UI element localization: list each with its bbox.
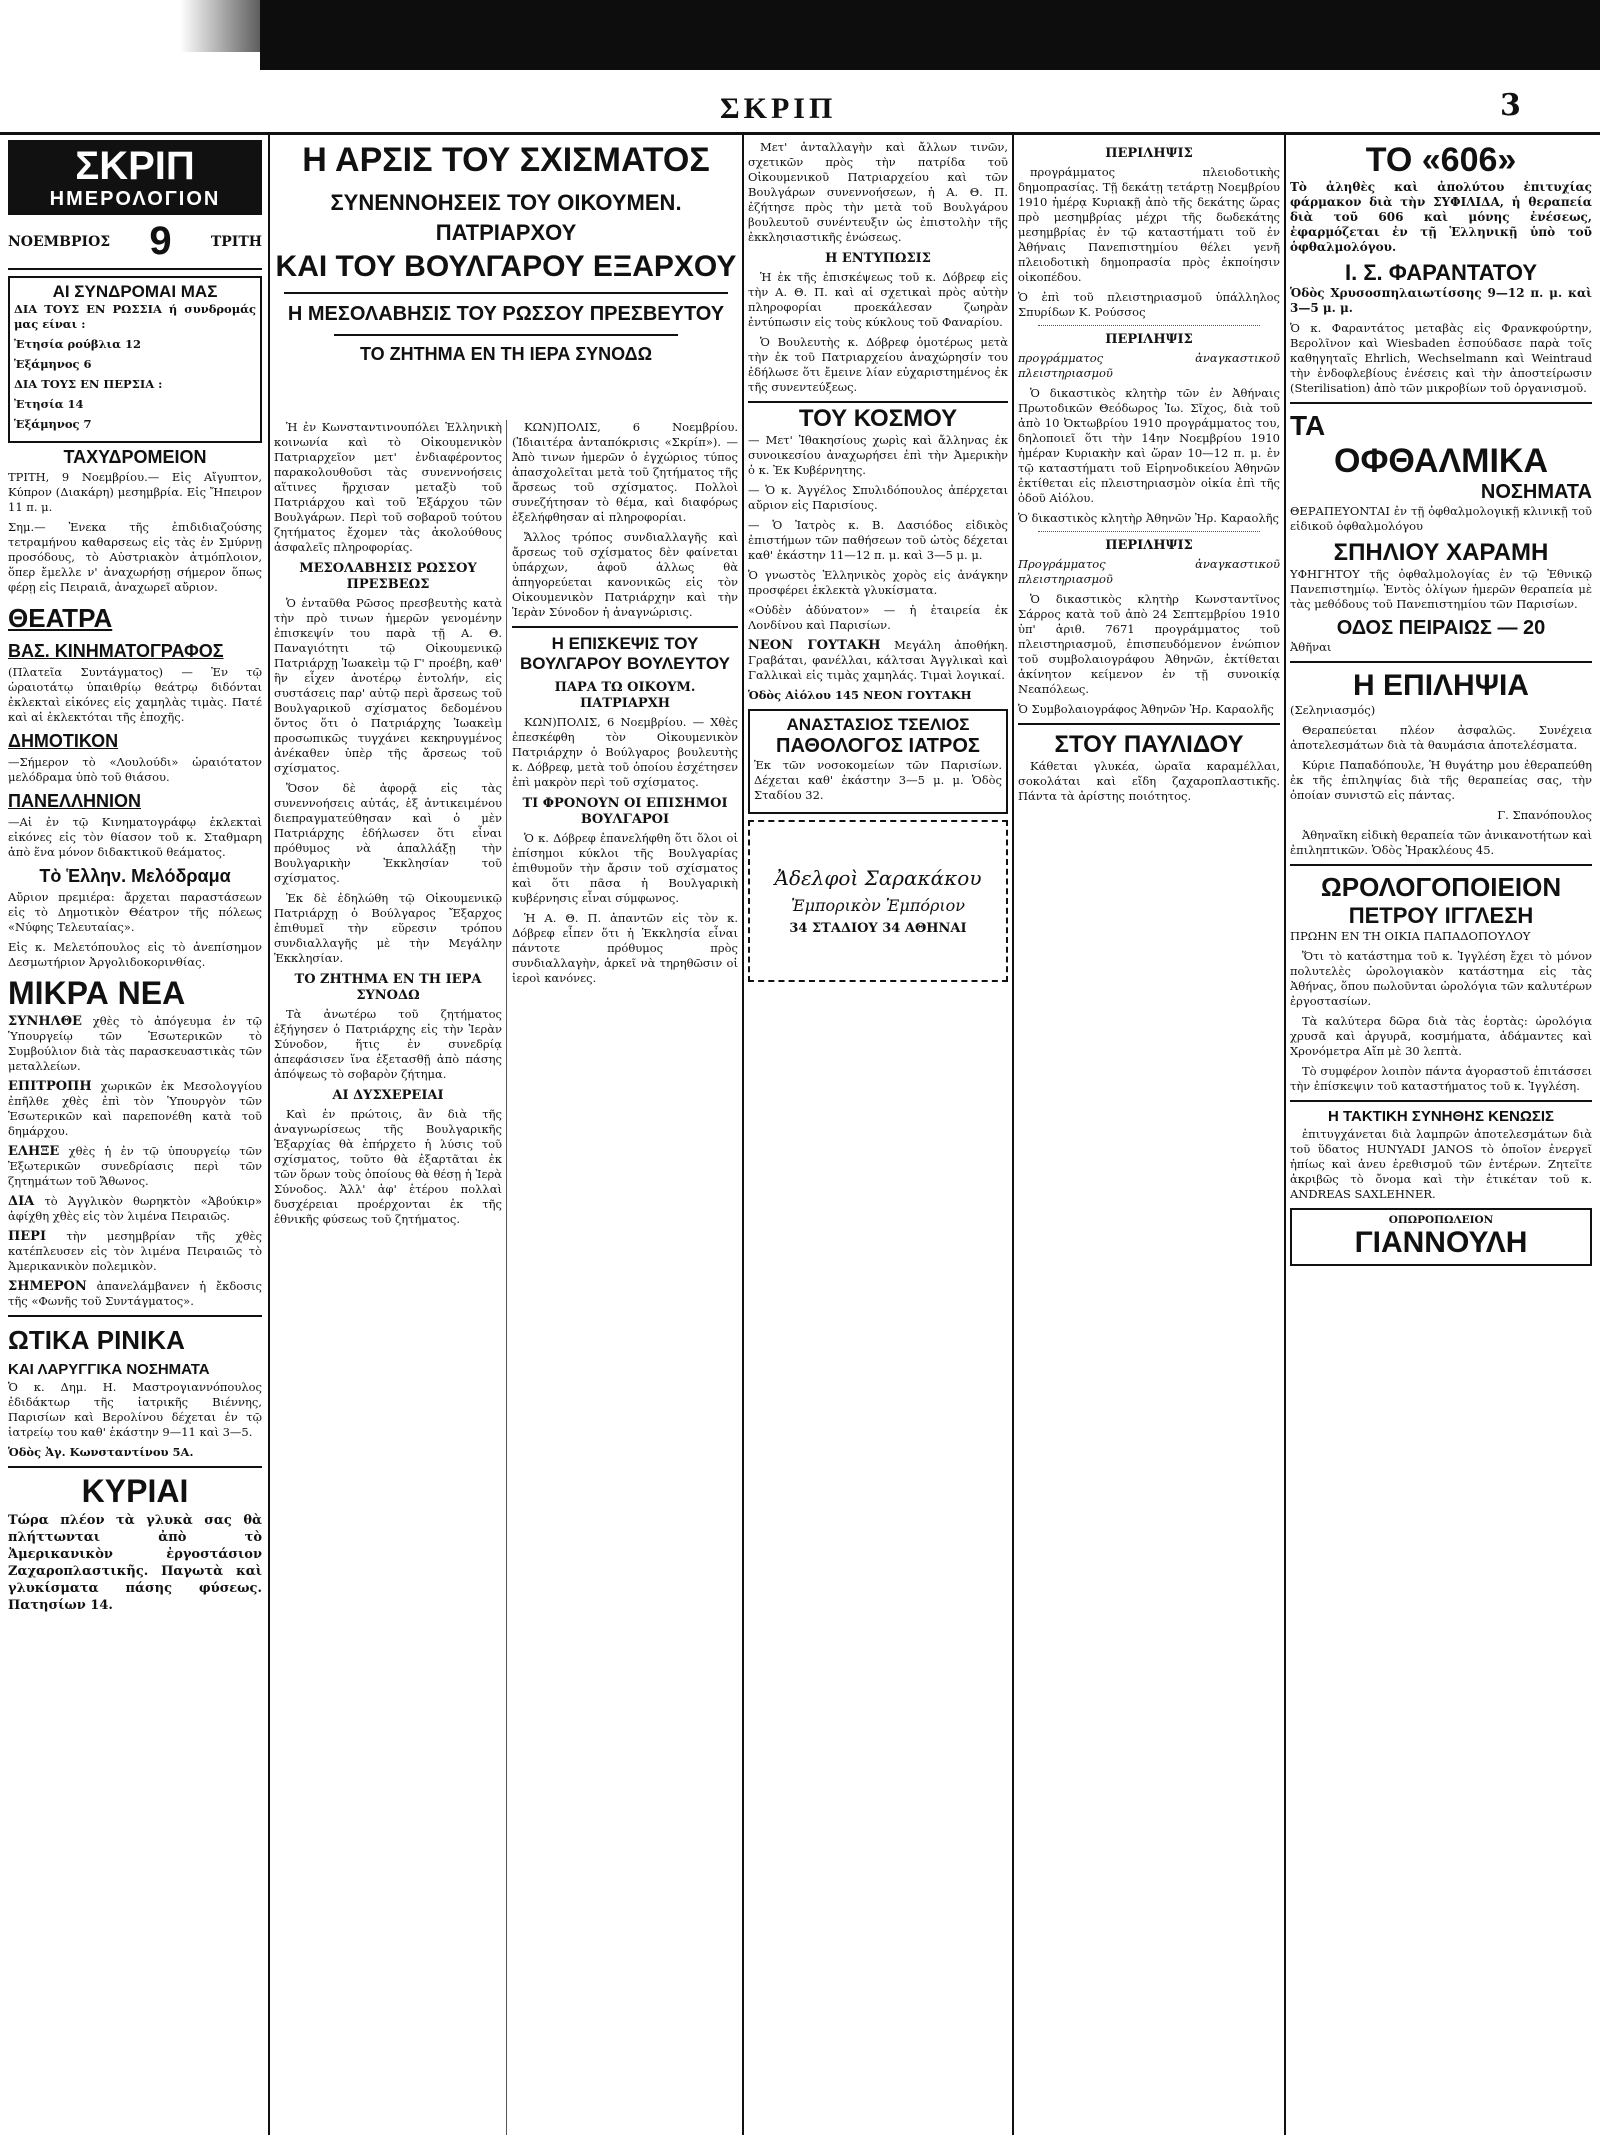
opop-name: ΓΙΑΝΝΟΥΛΗ: [1354, 1226, 1528, 1259]
left-divider-2: [8, 1466, 262, 1468]
c3-p2: Ἡ ἐκ τῆς ἐπισκέψεως τοῦ κ. Δόβρεφ εἰς τὴν Α. Θ. Π. καὶ αἱ σχετικαὶ πρὸς αὐτὴν πληροφορίαι προεκάλεσαν ζωηρὰν ἐντύπωσιν εἰς τοὺς κύκλους τοῦ Φαναρίου.: [748, 270, 1008, 329]
headline-2: ΣΥΝΕΝΝΟΗΣΕΙΣ ΤΟΥ ΟΙΚΟΥΜΕΝ. ΠΑΤΡΙΑΡΧΟΥ: [330, 190, 682, 245]
c2-p3: ΚΩΝ)ΠΟΛΙΣ, 6 Νοεμβρίου. — Χθὲς ἐπεσκέφθη τὸν Οἰκουμενικὸν Πατριάρχην ὁ Βούλγαρος βουλευτὴς κ. Δόβρεφ, μετὰ τοῦ ὁποίου ἐσχέτησεν ἐπὶ μακρὸν περὶ τοῦ σχίσματος.: [512, 715, 738, 789]
per3-text: Ὁ δικαστικὸς κλητὴρ Κωνσταντῖνος Σάρρος κατὰ τοῦ ἀπὸ 24 Σεπτεμβρίου 1910 ὑπ' ἀριθ. 7671 προγράμματος τοῦ πλειστηριασμοῦ, ἐπισπευδόμενον ἐνώπιον τοῦ συμβολαιογράφου Ἀθηνῶν, ἐκτίθεται ἀκίνητον κείμενον ἐν τῇ συνοικίᾳ Νεαπόλεως.: [1018, 592, 1280, 696]
left-logo-box: [8, 140, 262, 215]
kosmos-p1: — Μετ' Ἰθακησίους χωρὶς καὶ ἄλληνας ἐκ συνοικεσίου ἀναχωρήσει ἐπὶ τὴν Ἀμερικὴν ὁ κ. Ἐκ Κυβέρνητης.: [748, 433, 1008, 477]
ofth-title-3: ΝΟΣΗΜΑΤΑ: [1480, 481, 1592, 503]
lacemaker-name: Ἀδελφοὶ Σαρακάκου: [774, 866, 982, 890]
subscriptions-box: [8, 276, 262, 443]
ofth-divider: [1290, 402, 1592, 404]
mikra-6-text: ἀπανελάμβανεν ἡ ἔκδοσις τῆς «Φωνῆς τοῦ Συντάγματος».: [8, 1279, 262, 1308]
column-5: [1018, 140, 1280, 2135]
date-weekday: ΤΡΙΤΗ: [210, 233, 262, 250]
scan-top-fade: [180, 0, 300, 52]
ad606-address: Ὁδὸς Χρυσοσπηλαιωτίσσης 9—12 π. μ. καὶ 3—5 μ. μ.: [1290, 286, 1592, 315]
per1-sign: Ὁ ἐπὶ τοῦ πλειστηριασμοῦ ὑπάλληλος Σπυρίδων Κ. Ρούσσος: [1018, 290, 1280, 319]
mikra-2-text: χωρικῶν ἐκ Μεσολογγίου ἐπῆλθε χθὲς ἐπὶ τὸν Ὑπουργὸν τῶν Ἐσωτερικῶν καὶ παρεπονέθη κατὰ τοῦ δημάρχου.: [8, 1079, 262, 1138]
epil-divider: [1290, 661, 1592, 663]
mikra-4-text: τὸ Ἀγγλικὸν θωρηκτὸν «Ἀβούκιρ» ἀφίχθη χθὲς εἰς τὸν λιμένα Πειραιῶς.: [8, 1194, 262, 1223]
per3-sign: Ὁ Συμβολαιογράφος Ἀθηνῶν Ἠρ. Καραολῆς: [1018, 702, 1274, 716]
ofth-title-2: ΟΦΘΑΛΜΙΚΑ: [1334, 442, 1548, 480]
column-rule-1: [268, 135, 270, 2135]
c2-divider: [512, 626, 738, 628]
neon-head: ΝΕΟΝ ΓΟΥΤΑΚΗ: [748, 638, 881, 653]
ofth-address: ΟΔΟΣ ΠΕΙΡΑΙΩΣ — 20: [1336, 617, 1546, 639]
c2-sub2: ΤΙ ΦΡΟΝΟΥΝ ΟΙ ΕΠΙΣΗΜΟΙ ΒΟΥΛΓΑΡΟΙ: [522, 796, 728, 827]
per-divider-1: [1038, 325, 1260, 326]
post-title: ΤΑΧΥΔΡΟΜΕΙΟΝ: [63, 447, 207, 467]
epil-text: Θεραπεύεται πλέον ἀσφαλῶς. Συνέχεια ἀποτελεσμάτων διὰ τὰ θαυμάσια ἀποτελέσματα.: [1290, 723, 1592, 752]
column-rule-2: [506, 420, 507, 2135]
column-rule-3: [742, 135, 744, 2135]
theatre-2-head: ΔΗΜΟΤΙΚΟΝ: [8, 731, 119, 751]
epil-text3: Ἀθηναῖκη εἰδικὴ θεραπεία τῶν ἀνικανοτήτων καὶ ἐπιληπτικῶν. Ὁδὸς Ἡρακλέους 45.: [1290, 828, 1592, 857]
otika-subtitle: ΚΑΙ ΛΑΡΥΓΓΙΚΑ ΝΟΣΗΜΑΤΑ: [8, 1361, 210, 1378]
epil-text2: Κύριε Παπαδόπουλε, Ἡ θυγάτηρ μου ἐθεραπεύθη ἐκ τῆς ἐπιληψίας διὰ τῆς θεραπείας σας, τὴν ὁποίαν συνιστῶ εἰς πάντας.: [1290, 758, 1592, 802]
theatre-4-text: Αὔριον πρεμιέρα: ἄρχεται παραστάσεων εἰς τὸ Δημοτικὸν Θέατρον τῆς πόλεως «Νύφης Τελευταίας».: [8, 890, 262, 934]
kyriai-title: ΚΥΡΙΑΙ: [81, 1473, 189, 1509]
masthead-title: ΣΚΡΙΠ: [720, 92, 837, 125]
ofth-city: Ἀθῆναι: [1290, 640, 1332, 654]
headline-4: Η ΜΕΣΟΛΑΒΗΣΙΣ ΤΟΥ ΡΩΣΣΟΥ ΠΡΕΣΒΕΥΤΟΥ: [287, 303, 725, 325]
c2-head: Η ΕΠΙΣΚΕΨΙΣ ΤΟΥ ΒΟΥΛΓΑΡΟΥ ΒΟΥΛΕΥΤΟΥ: [520, 634, 730, 673]
per1-text: προγράμματος πλειοδοτικὴς δημοπρασίας. Τῇ δεκάτῃ τετάρτῃ Νοεμβρίου 1910 ἡμέρᾳ Κυριακῇ ἀπὸ τῆς δεκάτης ὥρας πρὸ μεσημβρίας μέχρι τῆς δωδεκάτης μεσημβρίας ἐν τῷ καταστήματι τοῦ ἐν Ἀθήναις Πανεπιστημίου θέλει γενῆ πλειοδοτικὴ δημοπρασία πρὸς ἐκποίησιν οἰκοπέδου.: [1018, 165, 1280, 284]
ad606-doctor: Ι. Σ. ΦΑΡΑΝΤΑΤΟΥ: [1344, 260, 1538, 285]
orol-sub: ΠΡΩΗΝ ΕΝ ΤΗ ΟΙΚΙΑ ΠΑΠΑΔΟΠΟΥΛΟΥ: [1290, 929, 1531, 943]
per3-title: ΠΕΡΙΛΗΨΙΣ: [1105, 538, 1193, 553]
opop-title: ΟΠΩΡΟΠΩΛΕΙΟΝ: [1388, 1214, 1494, 1226]
theatre-5-text: Εἰς κ. Μελετόπουλος εἰς τὸ ἀνεπίσημον Δεσμωτήριον Ἀργολιδοκορινθίας.: [8, 940, 262, 969]
headline-3: ΚΑΙ ΤΟΥ ΒΟΥΛΓΑΡΟΥ ΕΞΑΡΧΟΥ: [275, 250, 737, 283]
orol-text: Ὅτι τὸ κατάστημα τοῦ κ. Ἰγγλέση ἔχει τὸ μόνον πολυτελὲς ὡρολογιακὸν κατάστημα εἰς τὰς Ἀθήνας, ὅπου πωλοῦνται ὡρολόγια τῶν καλυτέρων ἐργοστασίων.: [1290, 949, 1592, 1008]
page-number: 3: [1500, 88, 1521, 123]
subs-p2: Ἑξάμηνος 7: [14, 417, 92, 431]
tselios-ad: [748, 709, 1008, 814]
lacemaker-sub: Ἐμπορικὸν Ἐμπόριον: [790, 896, 966, 915]
epil-title: Η ΕΠΙΛΗΨΙΑ: [1353, 669, 1529, 702]
theatre-3-text: —Αἱ ἐν τῷ Κινηματογράφῳ ἐκλεκταὶ εἰκόνες εἰς τὸν θίασον τοῦ κ. Σταθμαρη ἀπὸ ἕνα μόνον διδακτικοῦ θεάματος.: [8, 815, 262, 859]
otika-title: ΩΤΙΚΑ ΡΙΝΙΚΑ: [8, 1325, 185, 1355]
c3-head: Η ΕΝΤΥΠΩΣΙΣ: [825, 251, 931, 266]
main-column-2: [274, 420, 502, 2135]
theatre-1-text: (Πλατεῖα Συντάγματος) — Ἐν τῷ ὡραιοτάτῳ ὑπαιθρίῳ θεάτρῳ διδόνται ἐκλεκταὶ εἰκόνες εἰς χαμηλὰς τιμὰς. Πατέ καὶ αἱ ἐκλεκτόται τῆς ἐποχῆς.: [8, 665, 262, 724]
subs-p1: Ἐτησία 14: [14, 397, 84, 411]
otika-text: Ὁ κ. Δημ. Η. Μαστρογιαννόπουλος ἐδιδάκτωρ τῆς ἰατρικῆς Βιέννης, Παρισίων καὶ Βερολίνου δέχεται ἐν τῷ ἰατρείῳ του καθ' ἑκάστην 9—11 καὶ 3—5.: [8, 1380, 262, 1439]
ofth-text2: ΥΦΗΓΗΤΟΥ τῆς ὀφθαλμολογίας ἐν τῷ Ἐθνικῷ Πανεπιστημίῳ. Ἐντὸς ὀλίγων ἡμερῶν θεραπεία μὲ τὰς μεθόδους τοῦ Πανεπιστημίου τῶν Παρισίων.: [1290, 567, 1592, 611]
mikra-nea-title: ΜΙΚΡΑ ΝΕΑ: [8, 975, 186, 1011]
tselios-profession: ΠΑΘΟΛΟΓΟΣ ΙΑΤΡΟΣ: [776, 735, 980, 757]
ad606-text: Τὸ ἀληθὲς καὶ ἀπολύτου ἐπιτυχίας φάρμακον διὰ τὴν ΣΥΦΙΛΙΔΑ, ἡ θεραπεία διὰ τοῦ 606 καὶ μόνης ἐνέσεως, ἐφαρμόζεται ἐν τῇ Ἑλληνικῇ ὑπὸ τοῦ ὁφθαλμολόγου.: [1290, 180, 1592, 254]
ofth-text: ΘΕΡΑΠΕΥΟΝΤΑΙ ἐν τῇ ὀφθαλμολογικῇ κλινικῇ τοῦ εἰδικοῦ ὀφθαλμολόγου: [1290, 504, 1592, 533]
per3-sub: Προγράμματος ἀναγκαστικοῦ πλειστηριασμοῦ: [1018, 557, 1280, 586]
kenosis-text: ἐπιτυγχάνεται διὰ λαμπρῶν ἀποτελεσμάτων διὰ τοῦ ὕδατος HUNYADI JANOS τὸ ὁποῖον ἐνεργεῖ ἠπίως καὶ ἀνευ ἐρεθισμοῦ τῶν ἐντέρων. Ζητεῖτε ἀκριβῶς τὸ ὄνομα καὶ τὴν ἑτικέταν τοῦ κ. ANDREAS SAXLEHNER.: [1290, 1127, 1592, 1201]
kosmos-title: ΤΟΥ ΚΟΣΜΟΥ: [798, 405, 958, 432]
theatre-1-head: ΒΑΣ. ΚΙΝΗΜΑΤΟΓΡΑΦΟΣ: [8, 641, 224, 661]
lacemaker-ad: [748, 820, 1008, 982]
orol-divider: [1290, 864, 1592, 866]
c2-p4: Ὁ κ. Δόβρεφ ἐπανελήφθη ὅτι ὅλοι οἱ ἐπίσημοι κύκλοι τῆς Βουλγαρίας ἐπιθυμοῦν τὴν ἄρσιν τοῦ σχίσματος καὶ ὅτι πᾶσα ἡ Βουλγαρικὴ κυβέρνησις εἶναι σύμφωνος.: [512, 831, 738, 905]
theatre-4-head: Τὸ Ἑλλην. Μελόδραμα: [39, 866, 231, 886]
pavlidou-title: ΣΤΟΥ ΠΑΥΛΙΔΟΥ: [1054, 731, 1244, 758]
subs-r1: Ἐτησία ρούβλια 12: [14, 337, 141, 351]
orol-title: ΩΡΟΛΟΓΟΠΟΙΕΙΟΝ: [1320, 872, 1562, 902]
date-day: 9: [149, 219, 172, 263]
orol-name: ΠΕΤΡΟΥ ΙΓΓΛΕΣΗ: [1348, 903, 1534, 928]
per2-text: Ὁ δικαστικὸς κλητὴρ τῶν ἐν Ἀθήναις Πρωτοδικῶν Θεόδωρος Ἰω. Σῖχος, διὰ τοῦ ἀπὸ 10 Ὀκτωβρίου 1910 προγράμματος του, δηλοποιεῖ ὅτι τὴν 14ην Νοεμβρίου 1910 ἡμέραν Κυριακὴν καὶ ὥραν 10—12 π. μ. ἐν τῷ καταστήματι τοῦ Εἰρηνοδικείου Ἀθηνῶν ἐκτίθεται εἰς πλειστηριασμὸν οἰκία ἐπὶ τῆς ὁδοῦ Αἰόλου.: [1018, 386, 1280, 505]
neon-text: Μεγάλη ἀποθήκη. Γραβάται, φανέλλαι, κάλτσαι Ἀγγλικαὶ καὶ Γαλλικαὶ εἰς τιμὰς χαμηλάς. Τιμαὶ λογικαί.: [748, 638, 1008, 682]
scan-top-band: [260, 0, 1600, 70]
per2-title: ΠΕΡΙΛΗΨΙΣ: [1105, 332, 1193, 347]
c2-head-sub: ΠΑΡΑ ΤΩ ΟΙΚΟΥΜ. ΠΑΤΡΙΑΡΧΗ: [554, 680, 696, 711]
epil-sub: (Σεληνιασμός): [1290, 703, 1376, 717]
epil-sign: Γ. Σπανόπουλος: [1497, 808, 1592, 822]
ofth-title-1: ΤΑ: [1290, 410, 1326, 441]
c3-p1: Μετ' ἀνταλλαγὴν καὶ ἄλλων τινῶν, σχετικῶν πρὸς τὴν πατρίδα τοῦ Οἰκουμενικοῦ Πατριαρχείου καὶ τῶν Βουλγάρων συνεννοήσεων, ἡ Α. Θ. Π. ἐζήτησε πρὸς τὴν μετὰ τοῦ Βουλγάρου βουλευτοῦ συνέντευξιν ὡς ἐπιστολὴν τῆς ἐκκλησιαστικῆς ἑνώσεως.: [748, 140, 1008, 244]
kosmos-divider: [748, 401, 1008, 403]
post-text2: Σημ.— Ἐνεκα τῆς ἐπιδιδιαζούσης τετραμήνου καθαρσεως εἰς τὰς ἐν Σμύρνῃ προσόδους, τὸ Αὐστριακὸν ἀτμόπλοιον, ὅπερ ἔμελλε ν' ἀναχωρήσῃ σήμερον ὅπως φέρῃ εἰς Πειραιᾶ, ἀναχωρεῖ αὔριον.: [8, 520, 262, 594]
subs-persia: ΔΙΑ ΤΟΥΣ ΕΝ ΠΕΡΣΙΑ :: [14, 377, 163, 391]
orol-text2: Τὰ καλύτερα δῶρα διὰ τὰς ἑορτὰς: ὡρολόγια χρυσᾶ καὶ ἀργυρᾶ, κοσμήματα, ἀδάμαντες καὶ Χρονόμετρα Αἴπ μὲ 30 λεπτὰ.: [1290, 1014, 1592, 1058]
mikra-3-head: ΕΛΗΞΕ: [8, 1144, 60, 1159]
per2-sub: προγράμματος ἀναγκαστικοῦ πλειστηριασμοῦ: [1018, 351, 1280, 380]
ad606-text2: Ὁ κ. Φαραντάτος μεταβὰς εἰς Φρανκφούρτην, Βερολῖνον καὶ Wiesbaden ἐσπούδασε παρὰ τοῖς καθηγηταῖς Ehrlich, Wechselmann καὶ Weintraud τὴν ἐνδοφλεβίους ἐνέσεις καὶ τὴν ἀποστείρωσιν (Sterilisation) ἀπὸ τῶν μικροβίων τοῦ ὀργανισμοῦ.: [1290, 321, 1592, 395]
per2-sign: Ὁ δικαστικὸς κλητὴρ Ἀθηνῶν Ἠρ. Καραολῆς: [1018, 511, 1279, 525]
headline-1: Η ΑΡΣΙΣ ΤΟΥ ΣΧΙΣΜΑΤΟΣ: [302, 141, 710, 179]
c2-p5: Ἡ Α. Θ. Π. ἀπαντῶν εἰς τὸν κ. Δόβρεφ εἶπεν ὅτι ἡ Ἐκκλησία εἶναι πάντοτε πρόθυμος πρὸς συνδιαλλαγὴν, ἀρκεῖ νὰ τηρηθῶσιν οἱ ἱεροὶ κανόνες.: [512, 911, 738, 985]
column-6: [1290, 140, 1592, 2135]
left-divider-1: [8, 1315, 262, 1317]
mikra-3-text: χθὲς ἡ ἐν τῷ ὑπουργείῳ τῶν Ἐξωτερικῶν συνεδρίασις περὶ τῶν ζητημάτων τοῦ Ἄθωνος.: [8, 1144, 262, 1188]
c1-p6: Καὶ ἐν πρώτοις, ἂν διὰ τῆς ἀναγνωρίσεως τῆς Βουλγαρικῆς Ἐξαρχίας θὰ ἐπήρχετο ἡ λύσις τοῦ σχίσματος, τοῦτο θὰ ἐξαρτᾶται ἐκ τῶν ὅρων τοὺς ὁποίους θὰ θέσῃ ἡ Ἱερὰ Σύνοδος. Ἀλλ' ἀφ' ἑτέρου πολλαὶ δυσχέρειαι προέρχονται ἐκ τῆς ἐθνικῆς φύσεως τοῦ ζητήματος.: [274, 1107, 502, 1226]
theatre-title: ΘΕΑΤΡΑ: [8, 603, 113, 633]
mikra-6-head: ΣΗΜΕΡΟΝ: [8, 1279, 87, 1294]
c1-p3: Ὅσον δὲ ἀφορᾷ εἰς τὰς συνεννοήσεις αὐτάς, ἐξ ἀντικειμένου διεπραγματεύθησαν καὶ ὁ μὲν Πατριάρχης ἐδήλωσεν ὅτι εἶναι πρόθυμος νὰ ἀπαλλάξῃ τὴν Βουλγαρικὴν Ἐκκλησίαν τοῦ σχίσματος.: [274, 781, 502, 885]
lacemaker-address: 34 ΣΤΑΔΙΟΥ 34 ΑΘΗΝΑΙ: [789, 921, 967, 936]
left-subtitle: ΗΜΕΡΟΛΟΓΙΟΝ: [49, 188, 221, 210]
column-rule-4: [1012, 135, 1014, 2135]
ad606-title: ΤΟ «606»: [1365, 141, 1517, 179]
subs-r2: Ἑξάμηνος 6: [14, 357, 92, 371]
headline-5: ΤΟ ΖΗΤΗΜΑ ΕΝ ΤΗ ΙΕΡΑ ΣΥΝΟΔΩ: [359, 344, 653, 364]
column-4: [748, 140, 1008, 2135]
main-headline-block: [274, 140, 738, 420]
pavlidou-divider: [1018, 723, 1280, 725]
post-text: ΤΡΙΤΗ, 9 Νοεμβρίου.— Εἰς Αἴγυπτον, Κύπρον (Διακάρη) μεσημβρία. Εἰς Ἤπειρον 11 π. μ.: [8, 470, 262, 514]
masthead-rule: [0, 132, 1600, 135]
c1-p2: Ὁ ἐνταῦθα Ρῶσος πρεσβευτὴς κατὰ τὴν πρὸ τινων ἡμερῶν γενομένην ἐπισκεψίν του παρὰ τῇ Α. Θ. Παναγιότητι τῷ Οἰκουμενικῷ Πατριάρχῃ Ἰωακεὶμ τῷ Γ' προέβη, καθ' ἣν εἶχεν ἀνοτέρῳ ἐντολήν, εἰς συστάσεις παρ' αὐτῷ περὶ ἄρσεως τοῦ Βουλγαρικοῦ σχίσματος δεδομένου ὄντος ὅτι ὁ Πατριάρχης Ἰωακεὶμ προσωπικῶς τυγχάνει κεκηρυγμένος ἀνέκαθεν ὑπὲρ τῆς ἄρσεως τοῦ σχίσματος.: [274, 596, 502, 775]
date-month: ΝΟΕΜΒΡΙΟΣ: [8, 233, 111, 250]
ofth-doctor: ΣΠΗΛΙΟΥ ΧΑΡΑΜΗ: [1333, 539, 1549, 566]
per1-title: ΠΕΡΙΛΗΨΙΣ: [1105, 146, 1193, 161]
kosmos-p4: Ὁ γνωστὸς Ἑλληνικὸς χορὸς εἰς ἀνάγκην προσφέρει ἐκλεκτὰ γλυκίσματα.: [748, 568, 1008, 597]
kenosis-title: Η ΤΑΚΤΙΚΗ ΣΥΝΗΘΗΣ ΚΕΝΩΣΙΣ: [1327, 1108, 1555, 1125]
left-logo: ΣΚΡΙΠ: [75, 144, 195, 188]
c1-p5: Τὰ ἀνωτέρω τοῦ ζητήματος ἐξήγησεν ὁ Πατριάρχης εἰς τὴν Ἱερὰν Σύνοδον, ἥτις ἐν συνεδρίᾳ ἀπεφάσισεν ἵνα ἐξετασθῇ ἀπὸ πάσης ἀπόψεως τὸ σοβαρὸν ζήτημα.: [274, 1007, 502, 1081]
subs-russia: ΔΙΑ ΤΟΥΣ ΕΝ ΡΩΣΣΙΑ ή συνδρομάς μας είναι :: [14, 302, 256, 331]
kenosis-divider: [1290, 1100, 1592, 1102]
mikra-5-head: ΠΕΡΙ: [8, 1229, 47, 1244]
c1-p1: Ἡ ἐν Κωνσταντινουπόλει Ἑλληνικὴ κοινωνία καὶ τὸ Οἰκουμενικὸν Πατριαρχεῖον μετ' ἐνδιαφέροντος παρακολουθοῦσι τὰς συνεννοήσεις αἵτινες ἤρχισαν μεταξὺ τοῦ Πατριάρχου καὶ τοῦ Ἐξάρχου τῶν Βουλγάρων. Περὶ τοῦ σοβαροῦ τούτου ζητήματος ἔχομεν τὰς ἀκολούθους ἀσφαλεῖς πληροφορίας.: [274, 420, 502, 554]
opop-ad: [1290, 1208, 1592, 1266]
headline-rule-1: [284, 292, 728, 294]
theatre-2-text: —Σήμερον τὸ «Λουλούδι» ὡραιότατον μελόδραμα ὑπὸ τοῦ θιάσου.: [8, 755, 262, 784]
c2-p2: Ἄλλος τρόπος συνδιαλλαγῆς καὶ ἄρσεως τοῦ σχίσματος δὲν φαίνεται ὑπάρχων, ἀφοῦ ἀλλως θὰ ἀπηγορεύεται κανονικῶς εἰς τὸν Οἰκουμενικὸν Πατριάρχην καὶ τὴν Ἱερὰν Σύνοδον ἡ ἀναγνώρισις.: [512, 530, 738, 619]
otika-address: Ὁδὸς Ἀγ. Κωνσταντίνου 5Α.: [8, 1445, 194, 1459]
main-column-3: [512, 420, 738, 2135]
per-divider-2: [1038, 531, 1260, 532]
left-column: [8, 140, 262, 2135]
mikra-1-text: χθὲς τὸ ἀπόγευμα ἐν τῷ Ὑπουργείῳ τῶν Ἐσωτερικῶν τὸ Συμβούλιον διὰ τὰς παρασκευαστικὰς τῶν μεταλλείων.: [8, 1014, 262, 1073]
kosmos-p5: «Οὐδὲν ἀδύνατον» — ἡ ἐταιρεία ἐκ Λονδίνου καὶ Παρισίων.: [748, 603, 1008, 632]
theatre-3-head: ΠΑΝΕΛΛΗΝΙΟΝ: [8, 791, 142, 811]
column-rule-5: [1284, 135, 1286, 2135]
c1-sub2: ΤΟ ΖΗΤΗΜΑ ΕΝ ΤΗ ΙΕΡΑ ΣΥΝΟΔΩ: [294, 972, 482, 1003]
c3-p3: Ὁ Βουλευτὴς κ. Δόβρεφ ὁμοτέρως μετὰ τὴν ἐκ τοῦ Πατριαρχείου ἀναχώρησίν του ἐδήλωσε ὅτι ἔμεινε λίαν εὐχαριστημένος ἐκ τῆς συνεντεύξεως.: [748, 335, 1008, 394]
tselios-text: Ἐκ τῶν νοσοκομείων τῶν Παρισίων. Δέχεται καθ' ἑκάστην 3—5 μ. μ. Ὁδὸς Σταδίου 32.: [754, 758, 1002, 802]
kyriai-text: Τώρα πλέον τὰ γλυκὰ σας θὰ πλήττωνται ἀπὸ τὸ Ἀμερικανικὸν ἐργοστάσιον Ζαχαροπλαστικῆς. Παγωτὰ καὶ γλυκίσματα πάσης φύσεως. Πατησίων 14.: [8, 1513, 262, 1613]
c2-p1: ΚΩΝ)ΠΟΛΙΣ, 6 Νοεμβρίου. (Ἰδιαιτέρα ἀνταπόκρισις «Σκρίπ»). — Ἀπὸ τινων ἡμερῶν ὁ ἐγχώριος τύπος ἀπασχολεῖται μετὰ τοῦ ζητήματος τῆς ἄρσεως τοῦ σχίσματος. Πολλοὶ συνεζήτησαν τὸ θέμα, καὶ διαφόρως ἐξελήφθησαν αἱ πληροφορίαι.: [512, 420, 738, 524]
mikra-5-text: τὴν μεσημβρίαν τῆς χθὲς κατέπλευσεν εἰς τὸν λιμένα Πειραιῶς τὸ Ἀμερικανικὸν πολεμικὸν.: [8, 1229, 262, 1273]
mikra-4-head: ΔΙΑ: [8, 1194, 35, 1209]
neon-address: Ὁδὸς Αἰόλου 145 ΝΕΟΝ ΓΟΥΤΑΚΗ: [748, 688, 972, 702]
date-row: [8, 215, 262, 270]
c1-sub3: ΑΙ ΔΥΣΧΕΡΕΙΑΙ: [332, 1088, 444, 1103]
kosmos-p3: — Ὁ Ἰατρὸς κ. Β. Δασιόδος εἰδικὸς ἐπιστήμων τῶν παθήσεων τοῦ ὠτὸς δέχεται καθ' ἑκάστην 11—12 π. μ. καὶ 3—5 μ. μ.: [748, 518, 1008, 562]
pavlidou-text: Κάθεται γλυκέα, ὡραῖα καραμέλλαι, σοκολάται καὶ εἴδη ζαχαροπλαστικῆς. Πάντα τὰ ἀρίστης ποιότητος.: [1018, 759, 1280, 803]
mikra-2-head: ΕΠΙΤΡΟΠΗ: [8, 1079, 92, 1094]
kosmos-p2: — Ὁ κ. Ἀγγέλος Σπυλιδόπουλος ἀπέρχεται αὔριον εἰς Παρισίους.: [748, 483, 1008, 512]
headline-rule-2: [334, 334, 678, 336]
c1-sub1: ΜΕΣΟΛΑΒΗΣΙΣ ΡΩΣΣΟΥ ΠΡΕΣΒΕΩΣ: [299, 561, 477, 592]
mikra-1-head: ΣΥΝΗΛΘΕ: [8, 1014, 82, 1029]
subs-title: ΑΙ ΣΥΝΔΡΟΜΑΙ ΜΑΣ: [52, 282, 218, 301]
tselios-name: ΑΝΑΣΤΑΣΙΟΣ ΤΣΕΛΙΟΣ: [786, 715, 970, 734]
c1-p4: Ἐκ δὲ ἐδηλώθη τῷ Οἰκουμενικῷ Πατριάρχῃ ὁ Βούλγαρος Ἔξαρχος ἐπιθυμεῖ τὴν εὕρεσιν τρόπου συνδιαλλαγῆς μὲ τὴν Μεγάλην Ἐκκλησίαν.: [274, 891, 502, 965]
orol-text3: Τὸ συμφέρον λοιπὸν πάντα ἀγοραστοῦ ἐπιτάσσει τὴν ἐπίσκεψιν τοῦ καταστήματος τοῦ κ. Ἰγγλέση.: [1290, 1064, 1592, 1093]
